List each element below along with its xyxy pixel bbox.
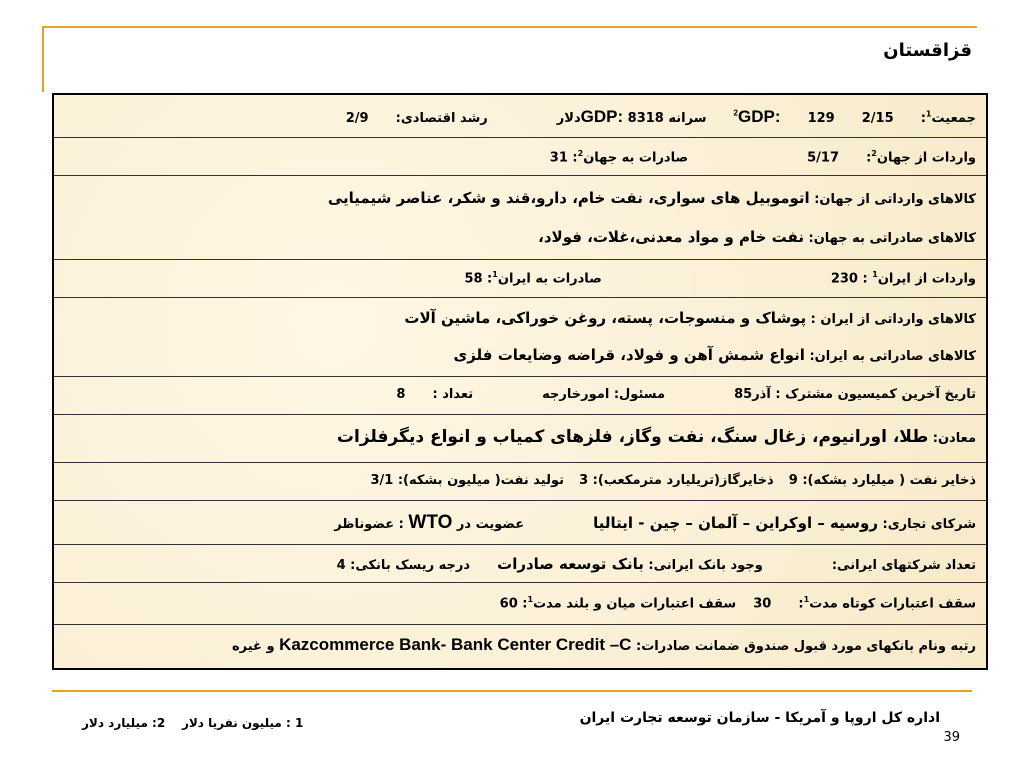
footer-organization: اداره کل اروپا و آمریکا - سازمان توسعه تجارت ایران (579, 710, 940, 726)
row-mines (54, 415, 986, 463)
long-term-credit-value: 60 (499, 596, 518, 612)
iranian-bank-value: بانک توسعه صادرات (497, 555, 644, 573)
responsible-value: امورخارجه (542, 387, 610, 402)
gdp-label-text: GDP: (738, 107, 781, 126)
iran-export-goods-value: انواع شمش آهن و فولاد، قراضه وضایعات فلزی (453, 346, 805, 364)
gdp-label (734, 107, 781, 126)
row-iran-goods (54, 298, 986, 377)
row-commission (54, 377, 986, 415)
oil-reserves-value: 9 (788, 473, 798, 488)
iranian-companies-label: تعداد شرکتهای ایرانی: (831, 558, 976, 573)
long-term-credit-sup: 1 (527, 595, 534, 604)
world-import-sup: 2 (871, 149, 877, 158)
population-value: 2/15 (861, 111, 894, 126)
per-capita-value: 8318دلار (556, 111, 664, 126)
footer-note-1: 1 : میلیون نفریا دلار (181, 716, 304, 730)
mines-value: طلا، اورانیوم، زغال سنگ، نفت وگاز، فلزهای کمیاب و انواع دیگرفلزات (336, 427, 929, 447)
gdp-value: 129 (807, 111, 835, 126)
world-export-label: صادرات به جهان (583, 150, 689, 166)
bank-risk-label: درجه ریسک بانکی: (350, 558, 471, 573)
bank-risk-value: 4 (336, 558, 346, 573)
row-partners: شرکای تجاری: روسیه – اوکراین – آلمان – چین - ایتالیا عضویت در WTO : عضوناظر (54, 501, 986, 545)
accepted-banks-label: رتبه ونام بانکهای مورد قبول صندوق ضمانت صادرات: (636, 639, 976, 654)
iran-export-goods-label: کالاهای صادراتی به ایران: (809, 349, 976, 364)
short-term-credit-value: 30 (753, 596, 772, 612)
mines-label: معادن: (932, 431, 976, 446)
oil-production-label: تولید نفت( میلیون بشکه): (397, 473, 564, 488)
iran-import-goods-value: پوشاک و منسوجات، پسته، روغن خوراکی، ماشین آلات (404, 309, 807, 327)
world-import-goods-value: اتوموبیل های سواری، نفت خام، دارو،قند و شکر، عناصر شیمیایی (327, 189, 810, 207)
row-reserves (54, 463, 986, 501)
footer-divider (52, 690, 972, 692)
world-import-label: واردات از جهان (876, 150, 976, 166)
gas-reserves-label: ذخایرگاز(تریلیارد مترمکعب): (592, 473, 774, 488)
frame-top-border (42, 26, 977, 28)
row-economy: جمعیت$^1$: 2/15 $^2$GDP: 129 سرانه GDP: 8318دلار رشد اقتصادی: 2/9 (54, 95, 986, 138)
world-export-goods-value: نفت خام و مواد معدنی،غلات، فولاد، (538, 228, 804, 246)
row-iranian-presence (54, 545, 986, 583)
footer-notes (82, 716, 303, 730)
iran-export-value: 58 (464, 271, 483, 287)
wto-value: عضوناظر (334, 517, 395, 532)
page-number: 39 (943, 730, 960, 745)
per-capita-label: سرانه (668, 111, 707, 126)
partners-label: شرکای تجاری: (882, 517, 976, 532)
growth-label: رشد اقتصادی: (395, 111, 488, 126)
wto-label: عضویت در (456, 517, 525, 532)
info-table (52, 93, 988, 670)
iran-import-sup: 1 (872, 270, 878, 279)
gdp-sup: 2 (733, 108, 738, 118)
commission-date-label: تاریخ آخرین کمیسیون مشترک : (775, 387, 976, 402)
gas-reserves-value: 3 (579, 473, 589, 488)
row-iran-trade: واردات از ایران$^1$ : 230 صادرات به ایران$^1$: 58 (54, 260, 986, 298)
world-export-sup: 2 (577, 149, 584, 158)
wto-acronym: WTO (408, 512, 453, 533)
row-accepted-banks (54, 625, 986, 670)
row-world-trade: واردات از جهان$^2$: 5/17 صادرات به جهان$^2$: 31 (54, 138, 986, 176)
count-label: تعداد : (432, 387, 474, 402)
iran-import-value: 230 (830, 271, 858, 287)
footer-note-2: 2: میلیارد دلار (82, 716, 166, 730)
accepted-banks-suffix: و غیره (231, 639, 275, 654)
iran-import-goods-label: کالاهای وارداتی از ایران : (810, 312, 976, 327)
frame-left-border (42, 26, 44, 92)
oil-production-value: 3/1 (370, 473, 394, 488)
population-label: جمعیت (931, 111, 976, 126)
oil-reserves-label: ذخایر نفت ( میلیارد بشکه): (802, 473, 976, 488)
world-import-goods-label: کالاهای وارداتی از جهان: (814, 192, 976, 207)
short-term-credit-label: سقف اعتبارات کوتاه مدت (809, 596, 976, 612)
row-world-goods (54, 176, 986, 260)
long-term-credit-label: سقف اعتبارات میان و بلند مدت (533, 596, 737, 612)
per-capita-gdp: GDP: (580, 107, 624, 126)
commission-date-value: آذر85 (734, 387, 771, 402)
iran-import-label: واردات از ایران (877, 271, 976, 287)
short-term-credit-sup: 1 (803, 595, 810, 604)
world-export-goods-label: کالاهای صادراتی به جهان: (808, 231, 976, 246)
population-sup: 1 (925, 109, 932, 119)
iran-export-sup: 1 (492, 270, 498, 279)
accepted-banks-value: Kazcommerce Bank- Bank Center Credit –C (279, 635, 632, 654)
partners-value: روسیه – اوکراین – آلمان – چین - ایتالیا (593, 514, 878, 532)
growth-value: 2/9 (345, 111, 369, 126)
world-import-value: 5/17 (807, 150, 840, 166)
count-value: 8 (396, 387, 406, 402)
row-credit-ceiling: سقف اعتبارات کوتاه مدت$^1$: 30 سقف اعتبارات میان و بلند مدت$^1$: 60 (54, 583, 986, 625)
world-export-value: 31 (549, 150, 568, 166)
iran-export-label: صادرات به ایران (497, 271, 602, 287)
responsible-label: مسئول: (613, 387, 666, 402)
iranian-bank-label: وجود بانک ایرانی: (648, 558, 763, 573)
slide-title: قزاقستان (883, 40, 972, 61)
